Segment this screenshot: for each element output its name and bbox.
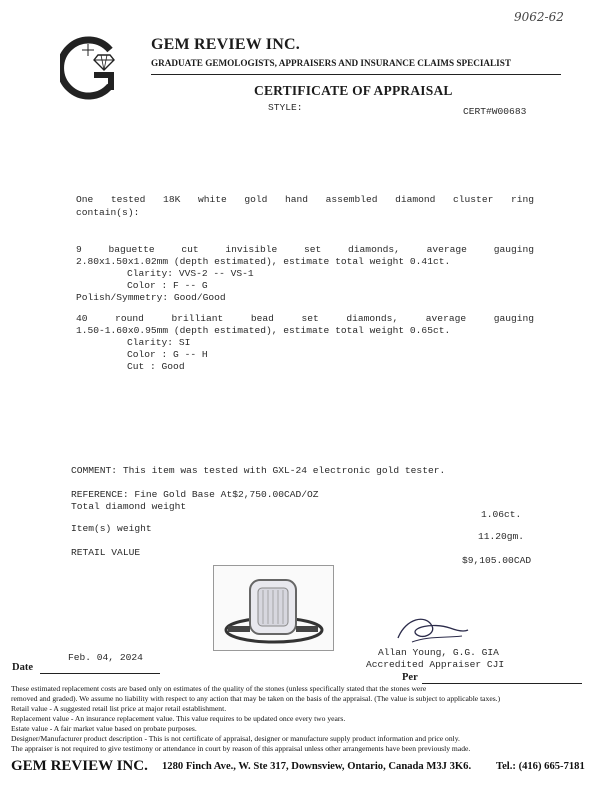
retail-value-label: RETAIL VALUE bbox=[71, 547, 141, 558]
cert-number: CERT#W00683 bbox=[463, 106, 527, 117]
footer-phone: Tel.: (416) 665-7181 bbox=[496, 761, 585, 772]
group1-line1: 9 baguette cut invisible set diamonds, average gauging bbox=[76, 244, 534, 255]
retail-value-amount: $9,105.00CAD bbox=[462, 555, 532, 566]
group2-line2: 1.50-1.60x0.95mm (depth estimated), estimate total weight 0.65ct. bbox=[76, 325, 451, 336]
group1-clarity: Clarity: VVS-2 -- VS-1 bbox=[127, 268, 254, 279]
total-diamond-value: 1.06ct. bbox=[481, 509, 522, 520]
per-label: Per bbox=[402, 672, 418, 683]
group2-color: Color : G -- H bbox=[127, 349, 208, 360]
disclaimer-line: Designer/Manufacturer product description - This is not certificate of appraisal, designer or manufacture supply product information and price only. bbox=[11, 734, 460, 743]
disclaimer-line: Estate value - A fair market value based on probate purposes. bbox=[11, 724, 197, 733]
group1-polish: Polish/Symmetry: Good/Good bbox=[76, 292, 226, 303]
description-intro-line2: contain(s): bbox=[76, 207, 140, 218]
description-intro-line1: One tested 18K white gold hand assembled diamond cluster ring bbox=[76, 194, 534, 205]
footer-address: 1280 Finch Ave., W. Ste 317, Downsview, Ontario, Canada M3J 3K6. bbox=[162, 761, 472, 772]
company-name: GEM REVIEW INC. bbox=[151, 36, 300, 53]
ring-photo bbox=[213, 565, 334, 651]
footer-company-name: GEM REVIEW INC. bbox=[11, 758, 148, 774]
date-rule bbox=[40, 673, 160, 674]
signature-mark bbox=[392, 612, 472, 646]
comment: COMMENT: This item was tested with GXL-24 electronic gold tester. bbox=[71, 465, 446, 476]
item-weight-label: Item(s) weight bbox=[71, 523, 152, 534]
handwritten-reference: 9062-62 bbox=[514, 10, 564, 24]
reference: REFERENCE: Fine Gold Base At$2,750.00CAD/OZ bbox=[71, 489, 319, 500]
group1-line2: 2.80x1.50x1.02mm (depth estimated), estimate total weight 0.41ct. bbox=[76, 256, 451, 267]
disclaimer-line: These estimated replacement costs are based only on estimates of the quality of the stones (unless specifically stated that the stones were bbox=[11, 684, 427, 693]
group2-line1: 40 round brilliant bead set diamonds, average gauging bbox=[76, 313, 534, 324]
appraiser-name: Allan Young, G.G. GIA bbox=[378, 647, 499, 658]
appraiser-title: Accredited Appraiser CJI bbox=[366, 659, 505, 670]
disclaimer-line: removed and graded). We assume no liability with respect to any action that may be taken on the basis of the appraisal. (The value is subject to applicable taxes.) bbox=[11, 694, 501, 703]
style-label: STYLE: bbox=[268, 102, 303, 113]
disclaimer-line: The appraiser is not required to give testimony or attendance in court by reason of this appraisal unless other arrangements have been previously made. bbox=[11, 744, 471, 753]
company-logo-icon bbox=[60, 36, 124, 100]
per-rule bbox=[422, 683, 582, 684]
header-rule bbox=[151, 74, 561, 75]
total-diamond-label: Total diamond weight bbox=[71, 501, 187, 512]
company-tagline: GRADUATE GEMOLOGISTS, APPRAISERS AND INSURANCE CLAIMS SPECIALIST bbox=[151, 58, 511, 68]
disclaimer-line: Retail value - A suggested retail list price at major retail establishment. bbox=[11, 704, 227, 713]
group2-cut: Cut : Good bbox=[127, 361, 185, 372]
disclaimer-line: Replacement value - An insurance replacement value. This value requires to be updated once every two years. bbox=[11, 714, 346, 723]
group1-color: Color : F -- G bbox=[127, 280, 208, 291]
date-value: Feb. 04, 2024 bbox=[68, 652, 143, 663]
item-weight-value: 11.20gm. bbox=[478, 531, 525, 542]
group2-clarity: Clarity: SI bbox=[127, 337, 191, 348]
date-label: Date bbox=[12, 662, 33, 673]
certificate-title: CERTIFICATE OF APPRAISAL bbox=[254, 83, 453, 98]
